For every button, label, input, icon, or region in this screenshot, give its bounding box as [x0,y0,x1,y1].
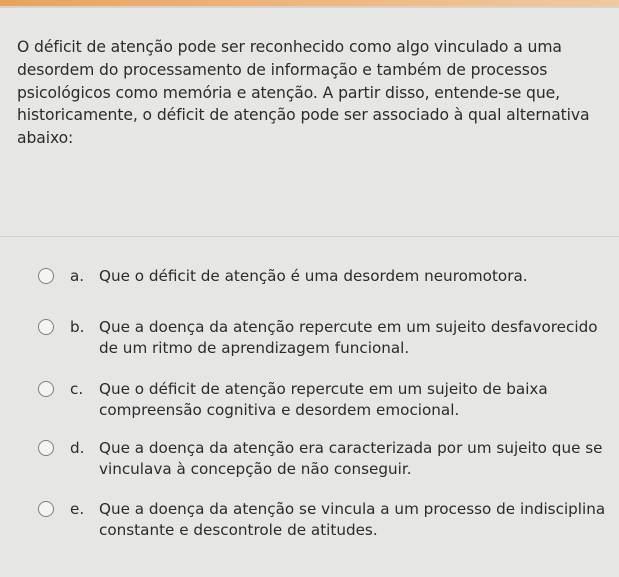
top-border-line [0,6,619,8]
radio-unchecked-icon[interactable] [38,440,54,456]
option-text: Que a doença da atenção era caracterizada por um sujeito que se vinculava à concepção de não conseguir. [99,439,603,478]
radio-unchecked-icon[interactable] [38,319,54,335]
radio-unchecked-icon[interactable] [38,501,54,517]
option-letter: b. [70,318,85,336]
option-text: Que a doença da atenção se vincula a um processo de indisciplina constante e descontrole de atitudes. [99,500,606,539]
radio-unchecked-icon[interactable] [38,268,54,284]
question-text: O déficit de atenção pode ser reconhecido como algo vinculado a uma desordem do processamento de informação e também de processos psicológicos como memória e atenção. A partir disso, entende-se que, historicamente, o déficit de atenção pode ser associado à qual alternativa abaixo: [17,38,590,148]
option-text: Que o déficit de atenção é uma desordem neuromotora. [99,267,528,285]
option-letter: a. [70,267,85,285]
option-letter: e. [70,500,85,518]
radio-unchecked-icon[interactable] [38,381,54,397]
option-b[interactable] [38,317,613,365]
option-d[interactable] [38,438,613,486]
option-letter: d. [70,439,85,457]
option-letter: c. [70,380,84,398]
option-c[interactable] [38,379,613,427]
option-e[interactable] [38,499,613,547]
question-block [17,36,615,150]
option-text: Que o déficit de atenção repercute em um sujeito de baixa compreensão cognitiva e desordem emocional. [99,380,548,419]
option-text: Que a doença da atenção repercute em um sujeito desfavorecido de um ritmo de aprendizagem funcional. [99,318,598,357]
question-divider [0,236,619,237]
option-a[interactable] [38,266,613,314]
